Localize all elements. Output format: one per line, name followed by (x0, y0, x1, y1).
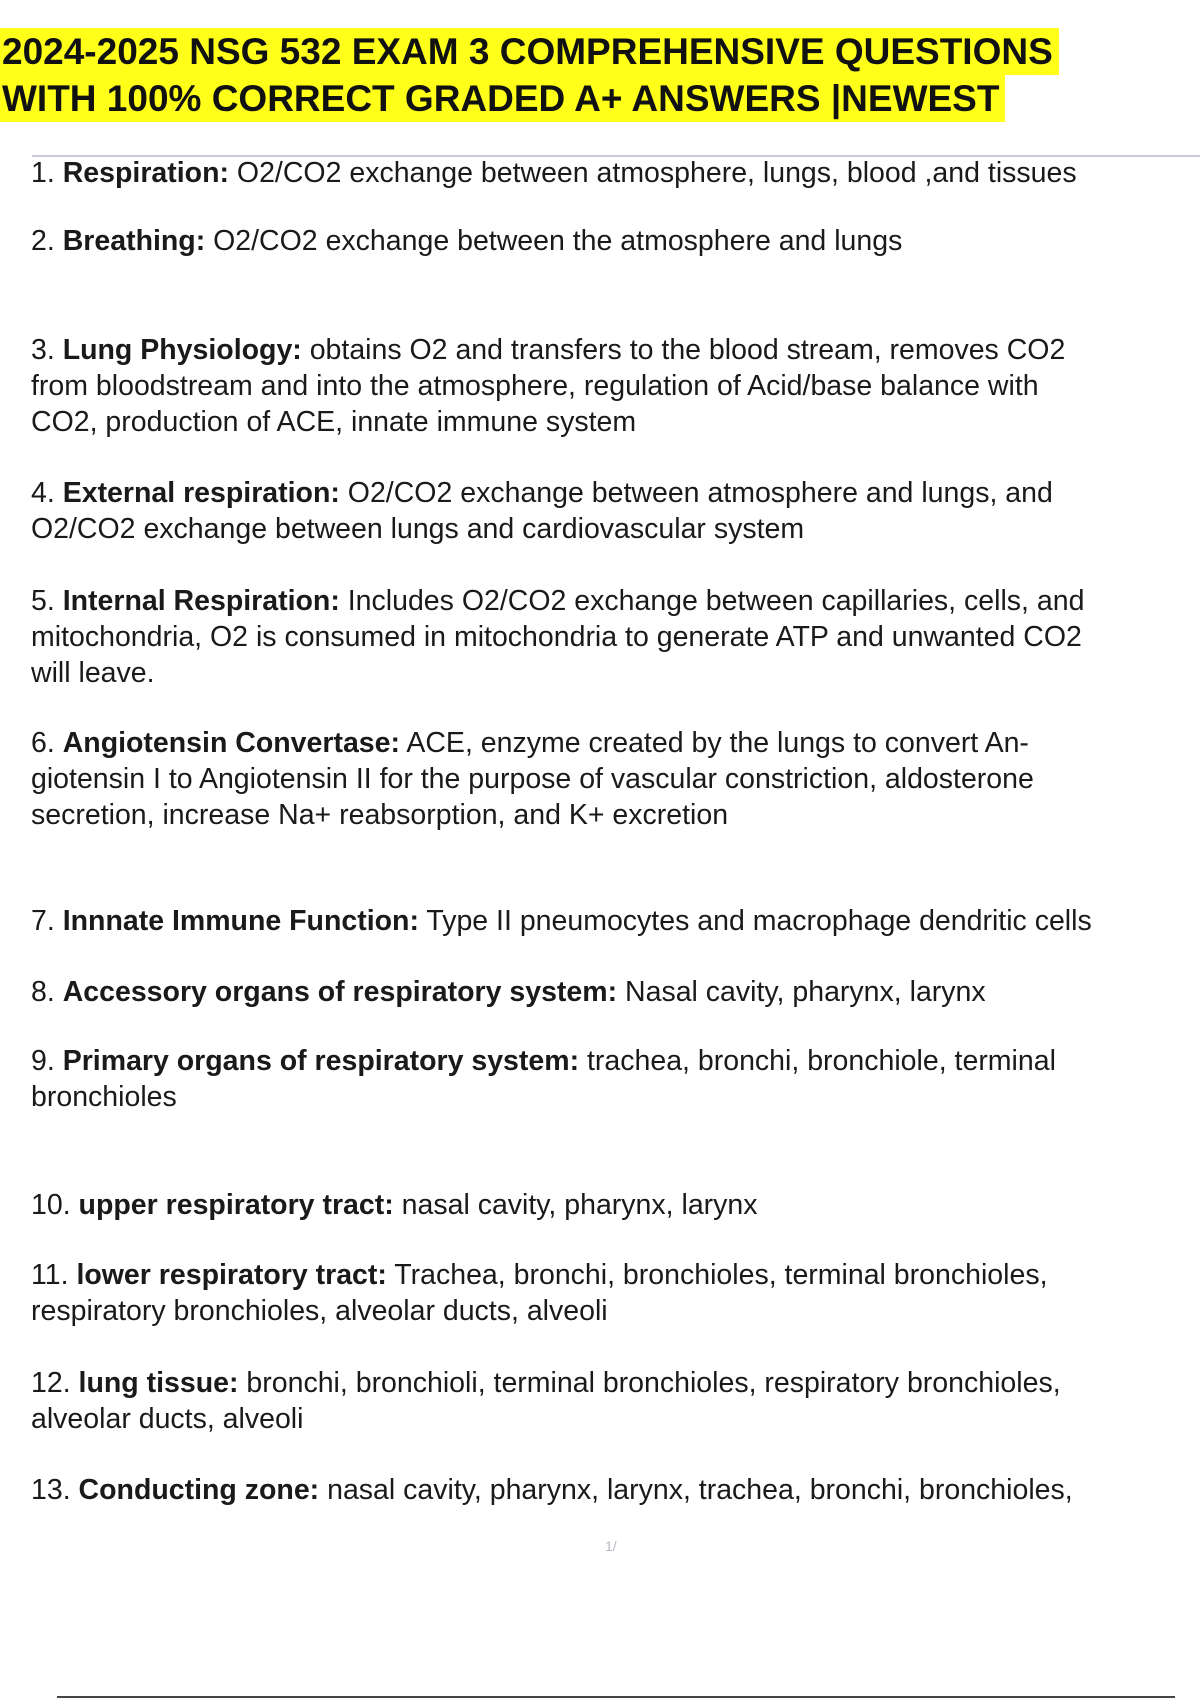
item-number: 7. (31, 905, 55, 937)
item-definition-line: CO2, production of ACE, innate immune system (31, 406, 637, 438)
item-definition: trachea, bronchi, bronchiole, terminal (579, 1045, 1056, 1077)
item-definition: O2/CO2 exchange between the atmosphere and lungs (205, 225, 903, 257)
item-number: 1. (31, 157, 55, 189)
item-definition-line: secretion, increase Na+ reabsorption, and K+ excretion (31, 799, 729, 831)
item-term: Breathing: (62, 225, 206, 257)
item-term: Angiotensin Convertase: (62, 727, 400, 759)
item-definition: Trachea, bronchi, bronchioles, terminal bronchioles, (386, 1259, 1048, 1291)
title-line-2: WITH 100% CORRECT GRADED A+ ANSWERS |NEWEST (0, 75, 1005, 122)
document-title (0, 28, 1059, 122)
item-term: Lung Physiology: (62, 334, 302, 366)
item-definition: ACE, enzyme created by the lungs to convert An- (400, 727, 1029, 759)
page-number: 1/ (605, 1538, 617, 1554)
qa-item-5 (31, 583, 1200, 691)
item-definition-line: will leave. (31, 657, 155, 689)
qa-item-2 (31, 223, 1200, 259)
qa-item-9 (31, 1043, 1200, 1115)
item-number: 6. (31, 727, 55, 759)
item-term: lung tissue: (78, 1367, 239, 1399)
item-definition-line: respiratory bronchioles, alveolar ducts, alveoli (31, 1295, 608, 1327)
item-definition-line: alveolar ducts, alveoli (31, 1403, 304, 1435)
item-definition-line: from bloodstream and into the atmosphere, regulation of Acid/base balance with (31, 370, 1039, 402)
qa-item-12 (31, 1365, 1200, 1437)
qa-item-7 (31, 903, 1200, 939)
item-term: External respiration: (62, 477, 340, 509)
item-number: 9. (31, 1045, 55, 1077)
item-definition-line: bronchioles (31, 1081, 177, 1113)
item-definition: Type II pneumocytes and macrophage dendritic cells (418, 905, 1092, 937)
item-number: 3. (31, 334, 55, 366)
item-term: upper respiratory tract: (78, 1189, 394, 1221)
qa-item-3 (31, 332, 1200, 440)
qa-item-10 (31, 1187, 1200, 1223)
item-number: 4. (31, 477, 55, 509)
qa-item-11 (31, 1257, 1200, 1329)
item-number: 8. (31, 976, 55, 1008)
item-number: 5. (31, 585, 55, 617)
item-number: 12. (31, 1367, 71, 1399)
item-term: lower respiratory tract: (76, 1259, 387, 1291)
qa-item-4 (31, 475, 1200, 547)
qa-item-13 (31, 1472, 1200, 1508)
item-definition: obtains O2 and transfers to the blood stream, removes CO2 (301, 334, 1066, 366)
item-number: 2. (31, 225, 55, 257)
item-definition: O2/CO2 exchange between atmosphere, lungs, blood ,and tissues (228, 157, 1077, 189)
item-term: Internal Respiration: (62, 585, 340, 617)
qa-item-8 (31, 974, 1200, 1010)
item-term: Respiration: (62, 157, 229, 189)
qa-item-6 (31, 725, 1200, 833)
item-term: Accessory organs of respiratory system: (62, 976, 618, 1008)
qa-item-1 (31, 155, 1200, 191)
item-term: Innnate Immune Function: (62, 905, 419, 937)
item-term: Primary organs of respiratory system: (62, 1045, 580, 1077)
item-definition: Nasal cavity, pharynx, larynx (617, 976, 986, 1008)
item-definition: nasal cavity, pharynx, larynx (393, 1189, 758, 1221)
item-definition-line: giotensin I to Angiotensin II for the purpose of vascular constriction, aldosterone (31, 763, 1034, 795)
item-term: Conducting zone: (78, 1474, 320, 1506)
item-definition-line: mitochondria, O2 is consumed in mitochondria to generate ATP and unwanted CO2 (31, 621, 1082, 653)
item-definition: O2/CO2 exchange between atmosphere and lungs, and (339, 477, 1053, 509)
item-number: 11. (31, 1259, 69, 1291)
title-line-1: 2024-2025 NSG 532 EXAM 3 COMPREHENSIVE QUESTIONS (0, 28, 1059, 75)
item-definition: Includes O2/CO2 exchange between capillaries, cells, and (339, 585, 1085, 617)
footer-divider (57, 1696, 1175, 1698)
item-definition-line: O2/CO2 exchange between lungs and cardiovascular system (31, 513, 805, 545)
item-definition: nasal cavity, pharynx, larynx, trachea, bronchi, bronchioles, (319, 1474, 1073, 1506)
item-number: 13. (31, 1474, 71, 1506)
item-definition: bronchi, bronchioli, terminal bronchioles, respiratory bronchioles, (238, 1367, 1061, 1399)
item-number: 10. (31, 1189, 71, 1221)
